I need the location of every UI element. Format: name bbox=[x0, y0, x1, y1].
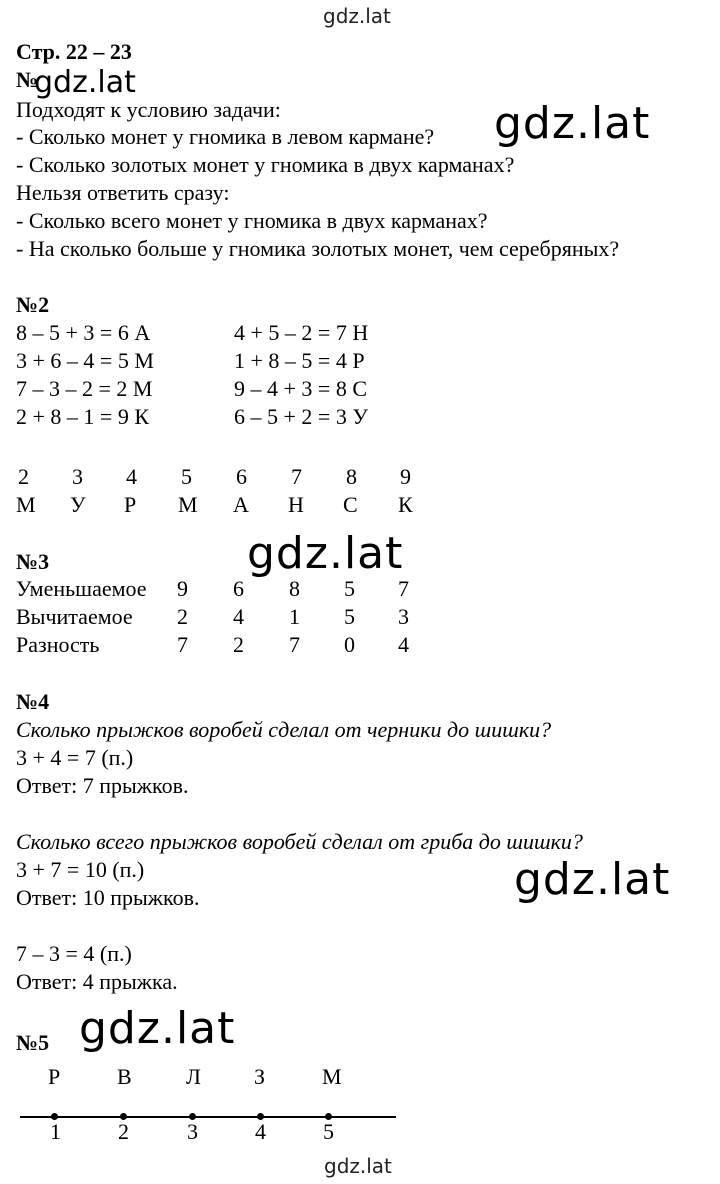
task3-cell: 7 bbox=[398, 576, 409, 601]
task2-letter: М bbox=[16, 492, 36, 517]
watermark-overlay-3: gdz.lat bbox=[247, 528, 404, 579]
task5-title: №5 bbox=[16, 1030, 50, 1055]
task4-answer-1: Ответ: 7 прыжков. bbox=[16, 773, 189, 798]
watermark-overlay-2: gdz.lat bbox=[494, 98, 651, 149]
task3-cell: 5 bbox=[344, 576, 355, 601]
page-reference: Стр. 22 – 23 bbox=[16, 39, 132, 64]
task2-letter: Р bbox=[124, 492, 137, 517]
task2-letter: К bbox=[398, 492, 413, 517]
task3-row-label: Разность bbox=[16, 632, 100, 657]
task4-solution-3: 7 – 3 = 4 (п.) bbox=[16, 941, 132, 966]
task1-number: № bbox=[16, 67, 39, 92]
task1-cannot-item: - На сколько больше у гномика золотых монет, чем серебряных? bbox=[16, 236, 620, 261]
task2-number: 7 bbox=[291, 464, 302, 489]
task2-equation: 7 – 3 – 2 = 2 М bbox=[16, 376, 153, 401]
task4-solution-1: 3 + 4 = 7 (п.) bbox=[16, 745, 134, 770]
task3-cell: 1 bbox=[289, 604, 300, 629]
task1-fits-header: Подходят к условию задачи: bbox=[16, 97, 281, 122]
watermark-overlay-5: gdz.lat bbox=[79, 1003, 236, 1054]
task2-equation: 2 + 8 – 1 = 9 К bbox=[16, 404, 149, 429]
task4-question-1: Сколько прыжков воробей сделал от черники до шишки? bbox=[16, 717, 552, 742]
task4-answer-2: Ответ: 10 прыжков. bbox=[16, 885, 200, 910]
number-line-letter: З bbox=[254, 1064, 266, 1089]
task1-fits-item: - Сколько монет у гномика в левом кармане? bbox=[16, 124, 435, 149]
task3-cell: 5 bbox=[344, 604, 355, 629]
task2-number: 9 bbox=[400, 464, 411, 489]
number-line-letter: В bbox=[117, 1064, 132, 1089]
task1-cannot-item: - Сколько всего монет у гномика в двух карманах? bbox=[16, 208, 488, 233]
task3-row-label: Вычитаемое bbox=[16, 604, 133, 629]
task2-equation: 1 + 8 – 5 = 4 Р bbox=[234, 348, 365, 373]
number-line bbox=[20, 1116, 396, 1118]
task4-answer-3: Ответ: 4 прыжка. bbox=[16, 969, 178, 994]
task2-letter: С bbox=[343, 492, 358, 517]
task2-equation: 9 – 4 + 3 = 8 С bbox=[234, 376, 367, 401]
task2-letter: У bbox=[70, 492, 86, 517]
watermark-top: gdz.lat bbox=[323, 4, 391, 28]
task3-cell: 9 bbox=[177, 576, 188, 601]
task3-cell: 3 bbox=[398, 604, 409, 629]
watermark-overlay-4: gdz.lat bbox=[514, 854, 671, 905]
task4-solution-2: 3 + 7 = 10 (п.) bbox=[16, 857, 145, 882]
task3-cell: 7 bbox=[177, 632, 188, 657]
task2-number: 8 bbox=[346, 464, 357, 489]
watermark-overlay-1: gdz.lat bbox=[34, 65, 136, 100]
task2-equation: 6 – 5 + 2 = 3 У bbox=[234, 404, 368, 429]
task2-title: №2 bbox=[16, 292, 50, 317]
task2-number: 6 bbox=[236, 464, 247, 489]
task2-equation: 4 + 5 – 2 = 7 Н bbox=[234, 320, 369, 345]
task3-cell: 2 bbox=[233, 632, 244, 657]
task3-cell: 2 bbox=[177, 604, 188, 629]
task2-number: 5 bbox=[181, 464, 192, 489]
task3-cell: 0 bbox=[344, 632, 355, 657]
task2-number: 3 bbox=[72, 464, 83, 489]
task2-letter: Н bbox=[288, 492, 304, 517]
task3-cell: 8 bbox=[289, 576, 300, 601]
task2-equation: 8 – 5 + 3 = 6 А bbox=[16, 320, 151, 345]
number-line-number: 2 bbox=[118, 1119, 129, 1144]
task2-letter: А bbox=[233, 492, 249, 517]
number-line-letter: М bbox=[322, 1064, 342, 1089]
task4-question-2: Сколько всего прыжков воробей сделал от гриба до шишки? bbox=[16, 829, 583, 854]
number-line-letter: Р bbox=[48, 1064, 61, 1089]
task2-number: 4 bbox=[126, 464, 137, 489]
task1-fits-item: - Сколько золотых монет у гномика в двух карманах? bbox=[16, 152, 515, 177]
number-line-number: 3 bbox=[187, 1119, 198, 1144]
task4-title: №4 bbox=[16, 689, 50, 714]
task1-cannot-header: Нельзя ответить сразу: bbox=[16, 180, 230, 205]
task3-cell: 6 bbox=[233, 576, 244, 601]
number-line-number: 5 bbox=[323, 1119, 334, 1144]
task3-cell: 4 bbox=[233, 604, 244, 629]
task2-letter: М bbox=[178, 492, 198, 517]
task3-row-label: Уменьшаемое bbox=[16, 576, 147, 601]
task3-cell: 7 bbox=[289, 632, 300, 657]
number-line-number: 1 bbox=[50, 1119, 61, 1144]
task3-cell: 4 bbox=[398, 632, 409, 657]
task2-equation: 3 + 6 – 4 = 5 М bbox=[16, 348, 154, 373]
watermark-bottom: gdz.lat bbox=[324, 1154, 392, 1178]
number-line-number: 4 bbox=[255, 1119, 266, 1144]
task3-title: №3 bbox=[16, 549, 50, 574]
number-line-letter: Л bbox=[186, 1064, 201, 1089]
task2-number: 2 bbox=[18, 464, 29, 489]
